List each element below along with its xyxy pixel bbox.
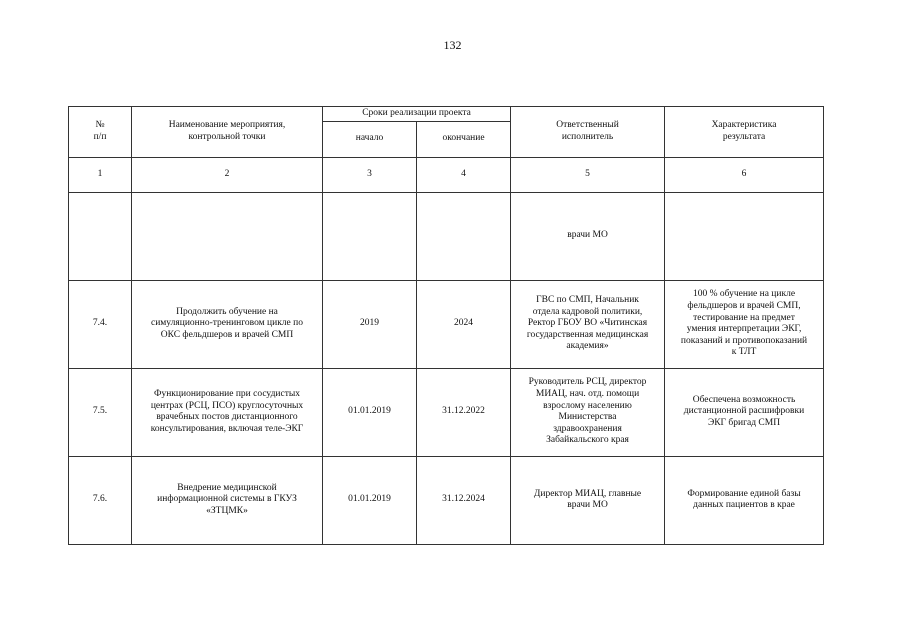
row-num: 7.6. — [69, 456, 132, 544]
row-start: 2019 — [323, 280, 417, 368]
row-end: 31.12.2022 — [417, 368, 511, 456]
row-result: 100 % обучение на цикле фельдшеров и врачей СМП, тестирование на предмет умения интерпретации ЭКГ, показаний и противопоказаний к ТЛТ — [665, 280, 824, 368]
row-result: Обеспечена возможность дистанционной расшифровки ЭКГ бригад СМП — [665, 368, 824, 456]
header-result: Характеристика результата — [665, 107, 824, 158]
col-number: 1 — [69, 157, 132, 192]
header-name: Наименование мероприятия, контрольной точки — [132, 107, 323, 158]
row-responsible: Директор МИАЦ, главные врачи МО — [511, 456, 665, 544]
row-end: 2024 — [417, 280, 511, 368]
row-name: Функционирование при сосудистых центрах (РСЦ, ПСО) круглосуточных врачебных постов дистанционного консультирования, включая теле-ЭКГ — [132, 368, 323, 456]
table-row — [69, 456, 824, 544]
col-number: 2 — [132, 157, 323, 192]
header-responsible: Ответственный исполнитель — [511, 107, 665, 158]
row-result — [665, 192, 824, 280]
row-start — [323, 192, 417, 280]
row-start: 01.01.2019 — [323, 456, 417, 544]
row-responsible: врачи МО — [511, 192, 665, 280]
table-row — [69, 192, 824, 280]
header-start: начало — [323, 121, 417, 157]
row-name: Внедрение медицинской информационной системы в ГКУЗ «ЗТЦМК» — [132, 456, 323, 544]
table-row — [69, 368, 824, 456]
header-end: окончание — [417, 121, 511, 157]
row-num — [69, 192, 132, 280]
row-start: 01.01.2019 — [323, 368, 417, 456]
row-num: 7.4. — [69, 280, 132, 368]
row-end — [417, 192, 511, 280]
row-num: 7.5. — [69, 368, 132, 456]
col-number: 5 — [511, 157, 665, 192]
row-responsible: Руководитель РСЦ, директор МИАЦ, нач. отд. помощи взрослому населению Министерства здравоохранения Забайкальского края — [511, 368, 665, 456]
row-name — [132, 192, 323, 280]
col-number: 6 — [665, 157, 824, 192]
row-responsible: ГВС по СМП, Начальник отдела кадровой политики, Ректор ГБОУ ВО «Читинская государственная медицинская академия» — [511, 280, 665, 368]
col-number: 3 — [323, 157, 417, 192]
row-end: 31.12.2024 — [417, 456, 511, 544]
project-plan-table — [68, 106, 824, 545]
header-row — [69, 107, 824, 122]
table-row — [69, 280, 824, 368]
page-number: 132 — [443, 38, 462, 52]
header-terms: Сроки реализации проекта — [323, 107, 511, 122]
column-numbers-row — [69, 157, 824, 192]
row-name: Продолжить обучение на симуляционно-тренинговом цикле по ОКС фельдшеров и врачей СМП — [132, 280, 323, 368]
header-num: № п/п — [69, 107, 132, 158]
row-result: Формирование единой базы данных пациентов в крае — [665, 456, 824, 544]
col-number: 4 — [417, 157, 511, 192]
